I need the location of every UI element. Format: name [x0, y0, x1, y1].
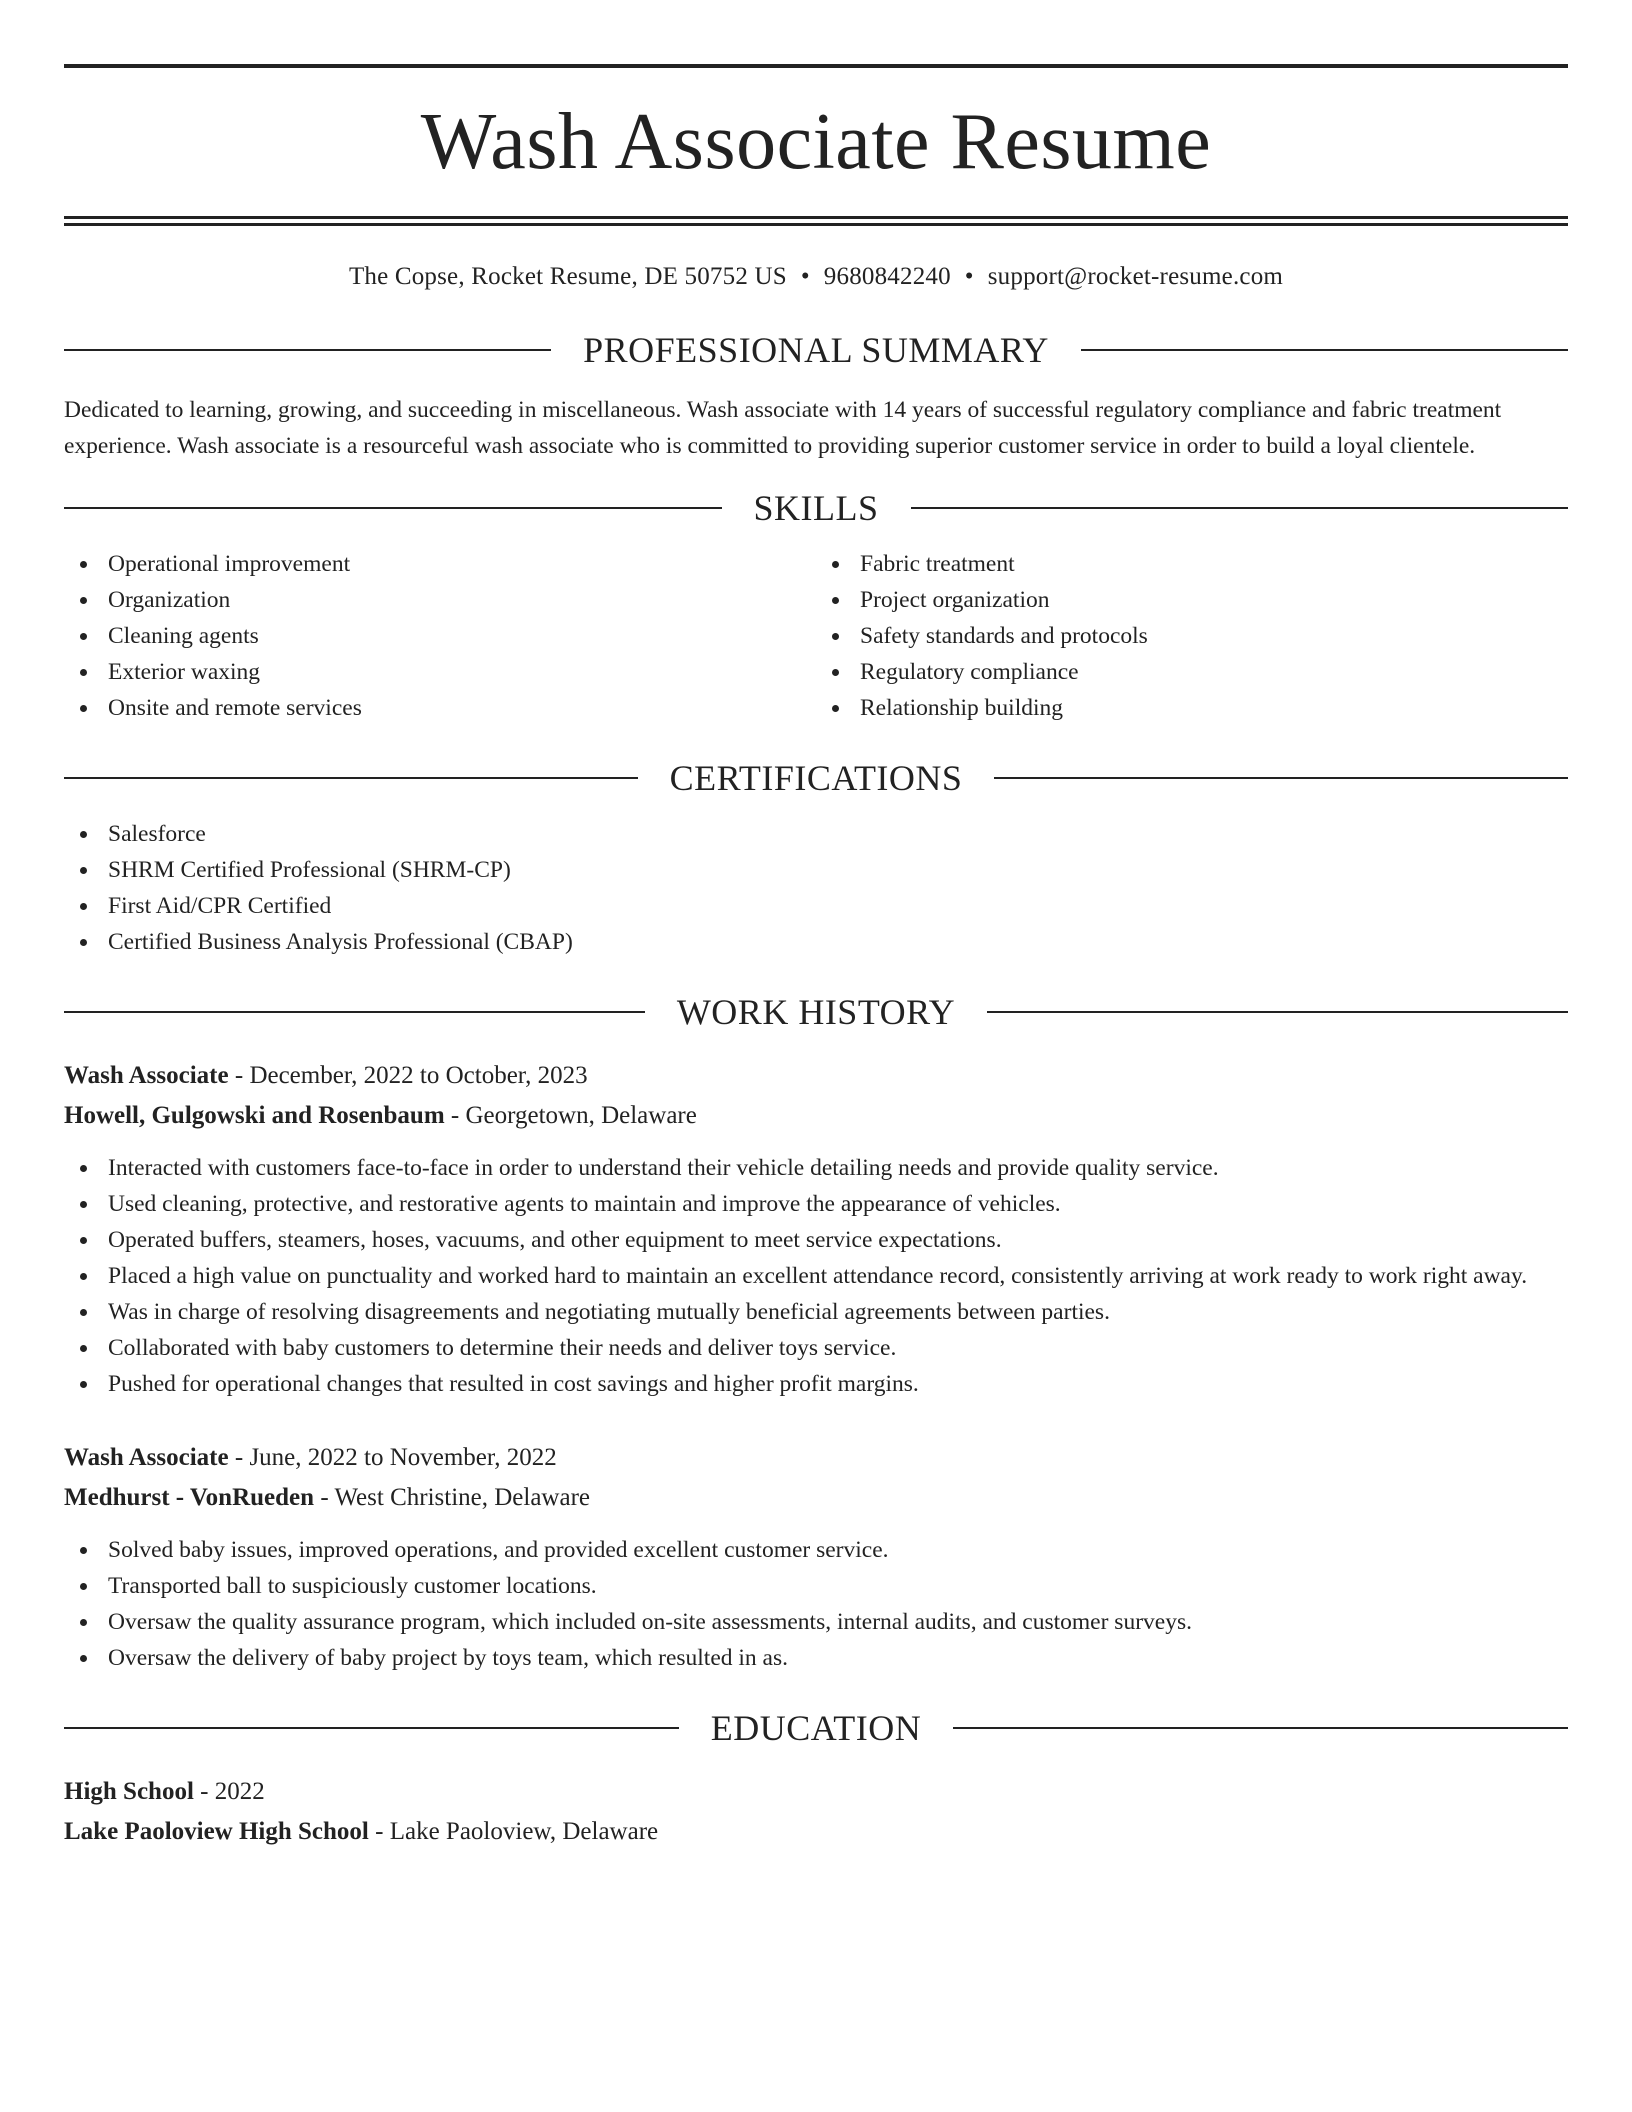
section-title-summary: PROFESSIONAL SUMMARY	[583, 330, 1049, 370]
section-rule	[994, 777, 1568, 779]
skill-item: Operational improvement	[64, 546, 816, 582]
education-location: Lake Paoloview, Delaware	[389, 1818, 659, 1845]
job-bullet: Pushed for operational changes that resulted in cost savings and higher profit margins.	[64, 1366, 1568, 1402]
skills-grid	[64, 546, 1568, 726]
resume-title: Wash Associate Resume	[420, 98, 1212, 186]
job-bullet: Was in charge of resolving disagreements and negotiating mutually beneficial agreements between parties.	[64, 1294, 1568, 1330]
job-bullet: Transported ball to suspiciously customer locations.	[64, 1568, 1568, 1604]
job-company-line	[64, 1096, 1568, 1136]
section-header-education	[64, 1710, 1568, 1746]
contact-email: support@rocket-resume.com	[987, 263, 1284, 290]
resume-page	[64, 64, 1568, 1852]
section-title-education: EDUCATION	[710, 1708, 922, 1748]
section-rule	[64, 507, 722, 509]
job-company: Howell, Gulgowski and Rosenbaum	[64, 1102, 445, 1129]
certification-item: SHRM Certified Professional (SHRM-CP)	[64, 852, 1568, 888]
section-rule	[953, 1727, 1568, 1729]
skills-list-right	[816, 546, 1568, 726]
job-title-line	[64, 1438, 1568, 1478]
section-rule	[64, 1011, 645, 1013]
section-rule	[64, 1727, 679, 1729]
education-school-line	[64, 1812, 1568, 1852]
skills-list-left	[64, 546, 816, 726]
section-header-summary	[64, 332, 1568, 368]
job-entry	[64, 1438, 1568, 1676]
education-degree: High School	[64, 1778, 194, 1805]
job-bullet: Operated buffers, steamers, hoses, vacuums, and other equipment to meet service expectations.	[64, 1222, 1568, 1258]
job-dates: December, 2022 to October, 2023	[249, 1062, 588, 1089]
section-title-work-history: WORK HISTORY	[676, 992, 956, 1032]
job-location: Georgetown, Delaware	[465, 1102, 697, 1129]
skill-item: Organization	[64, 582, 816, 618]
contact-separator: •	[800, 263, 810, 290]
section-rule	[911, 507, 1569, 509]
job-title: Wash Associate	[64, 1062, 229, 1089]
job-bullet: Solved baby issues, improved operations, and provided excellent customer service.	[64, 1532, 1568, 1568]
dash: -	[200, 1778, 209, 1805]
top-rule	[64, 64, 1568, 68]
section-header-skills	[64, 490, 1568, 526]
title-double-rule	[64, 216, 1568, 226]
contact-address: The Copse, Rocket Resume, DE 50752 US	[348, 263, 787, 290]
section-title-skills: SKILLS	[753, 488, 879, 528]
job-company-line	[64, 1478, 1568, 1518]
section-title-certifications: CERTIFICATIONS	[669, 758, 963, 798]
certification-item: First Aid/CPR Certified	[64, 888, 1568, 924]
job-bullet: Oversaw the delivery of baby project by toys team, which resulted in as.	[64, 1640, 1568, 1676]
skill-item: Relationship building	[816, 690, 1568, 726]
job-dates: June, 2022 to November, 2022	[249, 1444, 557, 1471]
job-bullet: Used cleaning, protective, and restorative agents to maintain and improve the appearance of vehicles.	[64, 1186, 1568, 1222]
skill-item: Exterior waxing	[64, 654, 816, 690]
job-bullet: Oversaw the quality assurance program, which included on-site assessments, internal audits, and customer surveys.	[64, 1604, 1568, 1640]
job-title-line	[64, 1056, 1568, 1096]
contact-phone: 9680842240	[823, 263, 951, 290]
skill-item: Onsite and remote services	[64, 690, 816, 726]
contact-separator: •	[964, 263, 974, 290]
job-bullet: Placed a high value on punctuality and worked hard to maintain an excellent attendance record, consistently arriving at work ready to work right away.	[64, 1258, 1568, 1294]
education-year: 2022	[214, 1778, 265, 1805]
job-bullets	[64, 1532, 1568, 1676]
job-bullets	[64, 1150, 1568, 1402]
certifications-list	[64, 816, 1568, 960]
dash: -	[234, 1444, 244, 1471]
job-location: West Christine, Delaware	[334, 1484, 590, 1511]
section-header-certifications	[64, 760, 1568, 796]
section-rule	[64, 777, 638, 779]
education-degree-line	[64, 1772, 1568, 1812]
dash: -	[320, 1484, 329, 1511]
skill-item: Project organization	[816, 582, 1568, 618]
job-title: Wash Associate	[64, 1444, 229, 1471]
job-entry	[64, 1056, 1568, 1402]
dash: -	[450, 1102, 460, 1129]
certification-item: Certified Business Analysis Professional (CBAP)	[64, 924, 1568, 960]
section-rule	[1081, 349, 1568, 351]
section-header-work-history	[64, 994, 1568, 1030]
summary-text: Dedicated to learning, growing, and succeeding in miscellaneous. Wash associate with 14 years of successful regulatory compliance and fabric treatment experience. Wash associate is a resourceful wash associate who is committed to providing superior customer service in order to build a loyal clientele.	[64, 397, 1502, 459]
job-bullet: Interacted with customers face-to-face in order to understand their vehicle detailing needs and provide quality service.	[64, 1150, 1568, 1186]
skill-item: Cleaning agents	[64, 618, 816, 654]
job-company: Medhurst - VonRueden	[64, 1484, 315, 1511]
section-rule	[987, 1011, 1568, 1013]
contact-line	[64, 262, 1568, 292]
section-rule	[64, 349, 551, 351]
certification-item: Salesforce	[64, 816, 1568, 852]
skill-item: Fabric treatment	[816, 546, 1568, 582]
skill-item: Safety standards and protocols	[816, 618, 1568, 654]
dash: -	[375, 1818, 384, 1845]
skill-item: Regulatory compliance	[816, 654, 1568, 690]
job-bullet: Collaborated with baby customers to determine their needs and deliver toys service.	[64, 1330, 1568, 1366]
education-entry	[64, 1772, 1568, 1852]
education-school: Lake Paoloview High School	[64, 1818, 369, 1845]
dash: -	[234, 1062, 244, 1089]
